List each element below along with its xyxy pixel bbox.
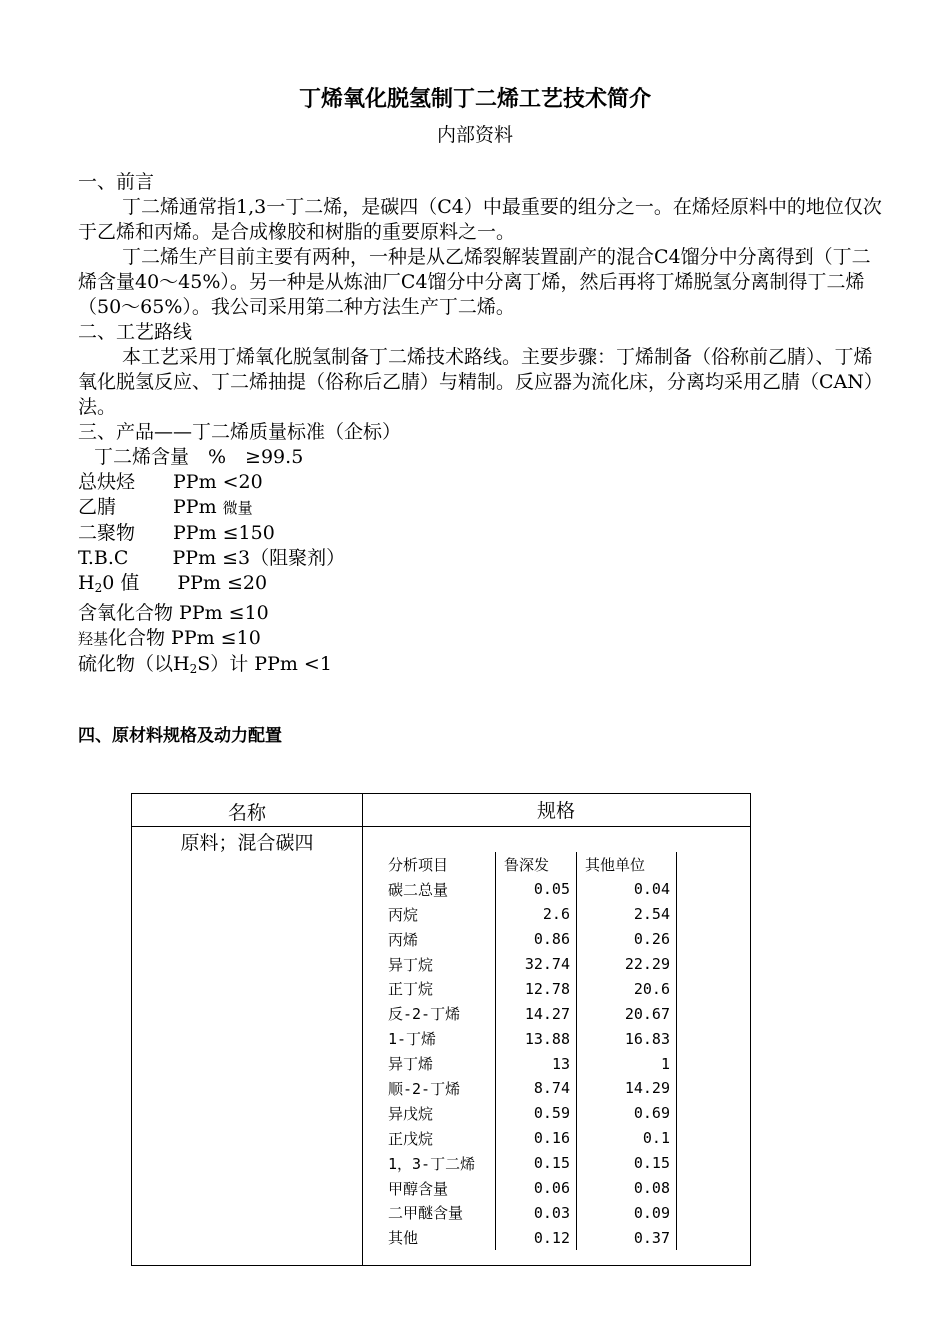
analysis-item: 丙烯 [388,930,419,949]
analysis-item: 正丁烷 [388,980,434,999]
preface-paragraph-2: 丁二烯生产目前主要有两种，一种是从乙烯裂解装置副产的混合C4馏分中分离得到（丁二烯含量40～45%）。另一种是从炼油厂C4馏分中分离丁烯，然后再将丁烯脱氢分离制得丁二烯（50～65%）。我公司采用第二种方法生产丁二烯。 [78,246,871,318]
spec-table-header-divider [132,826,750,827]
analysis-value-lushenfa: 13.88 [496,1026,577,1051]
section-heading-materials [78,721,282,746]
document-title: 丁烯氧化脱氢制丁二烯工艺技术简介 [298,86,651,112]
sulfide-text-a: 硫化物（以 [78,653,174,675]
analysis-table-body [381,877,677,1250]
hydroxyl-text: 化合物 PPm ≤10 [108,627,261,649]
sulfide-text-b: S）计 PPm <1 [197,653,332,675]
preface-paragraph-1: 丁二烯通常指1,3一丁二烯，是碳四（C4）中最重要的组分之一。在烯烃原料中的地位仅次于乙烯和丙烯。是合成橡胶和树脂的重要原料之一。 [78,196,882,243]
analysis-value-other: 0.1 [577,1126,677,1151]
h2s-h: H [173,653,190,675]
standard-line-alkyne: 总炔烃 PPm <20 [78,471,263,493]
analysis-value-lushenfa: 0.03 [496,1200,577,1225]
process-paragraph: 本工艺采用丁烯氧化脱氢制备丁二烯技术路线。主要步骤：丁烯制备（俗称前乙腈）、丁烯氧化脱氢反应、丁二烯抽提（俗称后乙腈）与精制。反应器为流化床，分离均采用乙腈（CAN）法。 [78,346,883,418]
analysis-header-row [381,852,677,877]
standard-line-acetonitrile [78,495,884,521]
water-h: H [78,572,95,594]
hydroxyl-small: 羟基 [78,630,109,648]
table-row [381,976,677,1001]
analysis-value-lushenfa: 0.15 [496,1151,577,1176]
table-row [381,1151,677,1176]
analysis-item: 1-丁烯 [388,1030,437,1049]
table-row [381,1101,677,1126]
table-row [381,902,677,927]
analysis-item: 甲醇含量 [388,1179,449,1198]
analysis-value-other: 0.08 [577,1176,677,1201]
table-row [381,1001,677,1026]
analysis-value-other: 16.83 [577,1026,677,1051]
standard-line-sulfide [78,652,884,682]
analysis-value-lushenfa: 14.27 [496,1001,577,1026]
analysis-value-other: 20.6 [577,976,677,1001]
spec-row-name: 原料；混合碳四 [180,832,314,854]
water-text: 值 PPm ≤20 [120,572,268,594]
analysis-value-other: 22.29 [577,952,677,977]
water-o: 0 [102,572,121,594]
analysis-value-other: 14.29 [577,1076,677,1101]
analysis-value-other: 0.04 [577,877,677,902]
section-heading-text: 原材料规格及动力配置 [112,726,282,746]
analysis-table [381,852,677,1250]
trace-note: 微量 [222,499,253,517]
analysis-value-lushenfa: 0.12 [496,1225,577,1250]
analysis-value-lushenfa: 8.74 [496,1076,577,1101]
spec-table-column-divider [362,794,363,1265]
analysis-value-lushenfa: 2.6 [496,902,577,927]
analysis-value-other: 0.37 [577,1225,677,1250]
standard-line-dimer: 二聚物 PPm ≤150 [78,522,275,544]
analysis-value-other: 0.09 [577,1200,677,1225]
analysis-item: 二甲醚含量 [388,1204,464,1223]
table-row [381,927,677,952]
analysis-item: 异丁烷 [388,955,434,974]
analysis-value-other: 0.26 [577,927,677,952]
spec-header-name: 名称 [227,802,266,824]
table-row [381,1176,677,1201]
table-row [381,1051,677,1076]
analysis-value-other: 20.67 [577,1001,677,1026]
analysis-header-lushenfa: 鲁深发 [496,852,577,877]
standard-line-water [78,571,884,601]
analysis-item: 丙烷 [388,905,419,924]
table-row [381,1026,677,1051]
section-heading-preface: 一、前言 [78,171,155,193]
standard-line-tbc: T.B.C PPm ≤3（阻聚剂） [78,547,346,569]
analysis-value-lushenfa: 0.06 [496,1176,577,1201]
section-heading-product: 三、产品——丁二烯质量标准（企标） [78,421,402,443]
table-row [381,952,677,977]
acetonitrile-text: 乙腈 PPm [78,496,217,518]
analysis-item: 异丁烯 [388,1055,434,1074]
section-heading-process: 二、工艺路线 [78,321,193,343]
analysis-value-other: 2.54 [577,902,677,927]
analysis-item: 碳二总量 [388,880,449,899]
table-row [381,1076,677,1101]
table-row [381,1200,677,1225]
document-body [78,170,884,682]
standard-line-oxygenates: 含氧化合物 PPm ≤10 [78,602,269,624]
analysis-value-other: 0.69 [577,1101,677,1126]
analysis-item: 1，3-丁二烯 [388,1154,476,1173]
analysis-item: 异戊烷 [388,1104,434,1123]
analysis-value-lushenfa: 13 [496,1051,577,1076]
analysis-value-lushenfa: 0.05 [496,877,577,902]
analysis-value-lushenfa: 0.59 [496,1101,577,1126]
standard-line-butadiene: 丁二烯含量 % ≥99.5 [94,446,304,468]
water-subscript: 2 [94,581,103,595]
analysis-header-item: 分析项目 [388,855,449,874]
analysis-value-lushenfa: 32.74 [496,952,577,977]
analysis-value-lushenfa: 12.78 [496,976,577,1001]
table-row [381,877,677,902]
analysis-value-other: 0.15 [577,1151,677,1176]
table-row [381,1126,677,1151]
analysis-value-lushenfa: 0.16 [496,1126,577,1151]
analysis-item: 反-2-丁烯 [388,1005,461,1024]
document-subtitle: 内部资料 [436,124,513,146]
analysis-header-other: 其他单位 [577,852,677,877]
h2s-subscript: 2 [189,662,198,676]
analysis-item: 顺-2-丁烯 [388,1079,461,1098]
analysis-item: 其他 [388,1229,419,1248]
table-row [381,1225,677,1250]
analysis-item: 正戊烷 [388,1129,434,1148]
section-number: 四、 [78,726,112,746]
analysis-value-other: 1 [577,1051,677,1076]
analysis-value-lushenfa: 0.86 [496,927,577,952]
standard-line-hydroxyl [78,626,884,652]
spec-header-spec: 规格 [536,800,575,822]
